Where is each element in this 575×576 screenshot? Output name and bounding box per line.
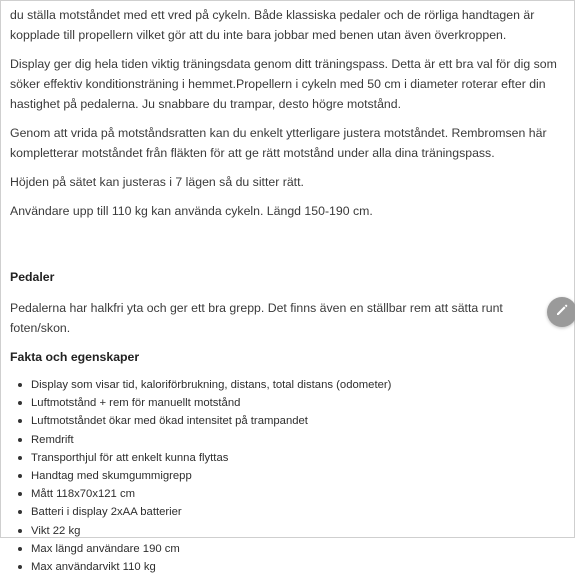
product-description: [10, 5, 562, 576]
list-item: Transporthjul för att enkelt kunna flyttas: [18, 449, 562, 467]
paragraph-resistance-dial: Genom att vrida på motståndsratten kan du enkelt ytterligare justera motståndet. Rembromsen här kompletterar motståndet från fläkten för att ge rätt motstånd under alla dina träningspass.: [10, 126, 547, 160]
paragraph-resistance-knob: du ställa motståndet med ett vred på cykeln. Både klassiska pedaler och de rörliga handtagen är kopplade till propellern vilket gör att du inte bara jobbar med benen utan även överkroppen.: [10, 8, 535, 42]
list-item: Max användarvikt 110 kg: [18, 558, 562, 576]
list-item: Handtag med skumgummigrepp: [18, 467, 562, 485]
list-item: Max längd användare 190 cm: [18, 540, 562, 558]
paragraph-seat-height: Höjden på sätet kan justeras i 7 lägen så du sitter rätt.: [10, 175, 304, 189]
list-item: Luftmotståndet ökar med ökad intensitet på trampandet: [18, 412, 562, 430]
paragraph-display: Display ger dig hela tiden viktig träningsdata genom ditt träningspass. Detta är ett bra val för dig som söker effektiv konditionsträning i hemmet.Propellern i cykeln med 50 cm i diameter roterar efter din hastighet på pedalerna. Ju snabbare du trampar, desto högre motstånd.: [10, 57, 557, 111]
list-item: Mått 118x70x121 cm: [18, 485, 562, 503]
edit-button[interactable]: [547, 297, 575, 327]
paragraph-user-limits: Användare upp till 110 kg kan använda cykeln. Längd 150-190 cm.: [10, 204, 373, 218]
list-item: Display som visar tid, kaloriförbrukning, distans, total distans (odometer): [18, 376, 562, 394]
pencil-icon: [554, 302, 570, 323]
list-item: Remdrift: [18, 431, 562, 449]
list-item: Vikt 22 kg: [18, 522, 562, 540]
pedals-heading: Pedaler: [10, 270, 55, 284]
pedals-paragraph: Pedalerna har halkfri yta och ger ett bra grepp. Det finns även en ställbar rem att sätta runt foten/skon.: [10, 301, 503, 335]
spacer: [10, 230, 562, 267]
facts-heading: Fakta och egenskaper: [10, 350, 140, 364]
list-item: Luftmotstånd + rem för manuellt motstånd: [18, 394, 562, 412]
facts-list: [10, 376, 562, 576]
list-item: Batteri i display 2xAA batterier: [18, 503, 562, 521]
